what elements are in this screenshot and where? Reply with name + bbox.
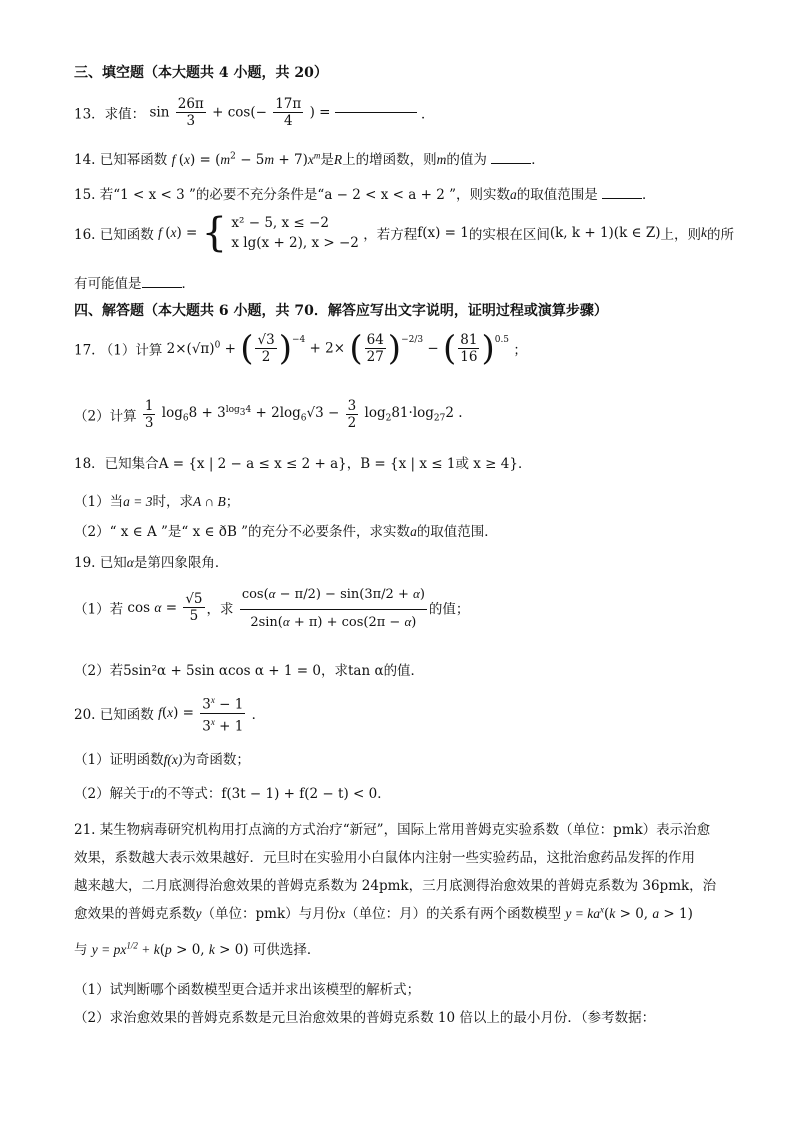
section-4-title: 四、解答题（本大题共 6 小题，共 70．解答应写出文字说明，证明过程或演算步骤） <box>74 303 608 319</box>
question-21-line-1: 21. 某生物病毒研究机构用打点滴的方式治疗“新冠”，国际上常用普姆克实验系数（单位：pmk）表示治愈 <box>74 822 711 838</box>
q13-label: 13．求值： <box>74 106 146 123</box>
question-21-line-5: 与 $y = px^{1/2} + k(p > 0$, k > 0) 可供选择． <box>74 940 321 958</box>
question-14: 14. 已知幂函数 f $(x) = (m^2 - 5m + 7)x^m$是R上的增函数，则m的值为 ． <box>74 150 545 168</box>
answer-blank <box>491 163 531 164</box>
question-16: 16. 已知函数 f (x) = { x² − 5, x ≤ −2 x lg(x + 2), x > −2 ，若方程f(x) = 1的实根在区间(k, k + 1)(k ∈ Z)上，则k的所 <box>74 210 734 256</box>
question-21-line-4: 愈效果的普姆克系数y（单位：pmk）与月份x（单位：月）的关系有两个函数模型 $y = ka^x(k > 0$, a > 1) <box>74 904 693 922</box>
section-3-title: 三、填空题（本大题共 4 小题，共 20） <box>74 65 328 81</box>
question-13: 13．求值： sin $\frac{26\pi}{3}$ + cos(− $\frac{17\pi}{4}$ ) = ． <box>74 96 435 129</box>
question-15: 15. 若“1 < x < 3 ”的必要不充分条件是“a − 2 < x < a + 2 ”，则实数a的取值范围是 ． <box>74 187 656 203</box>
answer-blank <box>602 198 642 199</box>
question-19-part-1: （1）若 cos α = $\frac{√5}{5}$ ，求 $\frac{\cos(\alpha - \pi/2) - \sin(3\pi/2 + \alpha)}{2\sin(\alpha + \pi) + \cos(2\pi - \alpha)}$ 的值； <box>74 580 469 644</box>
question-18: 18．已知集合A = {x | 2 − a ≤ x ≤ 2 + a}，B = {x | x ≤ 1或 x ≥ 4}． <box>74 456 532 472</box>
question-17-part-1: 17. （1）计算 $2\times(√\pi)^0$ + ( $\frac{√3}{2}$ )$^{-4}$ + 2× ( $\frac{64}{27}$ )$^{-2/3}$ − ( $\frac{81}{16}$ )$^{0.5}$ ； <box>74 328 527 369</box>
question-20-part-2: （2）解关于t的不等式：f(3t − 1) + f(2 − t) < 0． <box>74 786 391 802</box>
question-18-part-2: （2）“ x ∈ A ”是“ x ∈ ðB ”的充分不必要条件，求实数a的取值范围． <box>74 524 498 540</box>
question-21-line-2: 效果，系数越大表示效果越好．元旦时在实验用小白鼠体内注射一些实验药品，这批治愈药品发挥的作用 <box>74 850 695 866</box>
question-19-part-2: （2）若5sin²α + 5sin αcos α + 1 = 0，求tan α的值． <box>74 663 425 679</box>
question-18-part-1: （1）当a = 3时，求A ∩ B； <box>74 494 240 510</box>
question-21-part-1: （1）试判断哪个函数模型更合适并求出该模型的解析式； <box>74 982 421 998</box>
question-21-line-3: 越来越大，二月底测得治愈效果的普姆克系数为 24pmk，三月底测得治愈效果的普姆克系数为 36pmk，治 <box>74 878 717 894</box>
question-19: 19. 已知α是第四象限角． <box>74 555 229 571</box>
answer-blank <box>142 287 182 288</box>
question-17-part-2: （2）计算 $\frac{1}{3}$ $\log_68 + 3^{log_34} + 2\log_6√3$ − $\frac{3}{2}$ $\log_281\cdot\log_{27}2$ . <box>74 398 463 431</box>
question-21-part-2: （2）求治愈效果的普姆克系数是元旦治愈效果的普姆克系数 10 倍以上的最小月份．（参考数据： <box>74 1010 656 1026</box>
question-20: 20. 已知函数 f(x) = $\frac{3^x - 1}{3^x + 1}$ ． <box>74 692 265 732</box>
question-20-part-1: （1）证明函数f(x)为奇函数； <box>74 752 250 768</box>
case-2: x lg(x + 2), x > −2 <box>231 235 359 251</box>
question-16-line-2: 有可能值是 ． <box>74 276 195 292</box>
case-1: x² − 5, x ≤ −2 <box>231 215 329 231</box>
answer-blank <box>335 112 417 113</box>
